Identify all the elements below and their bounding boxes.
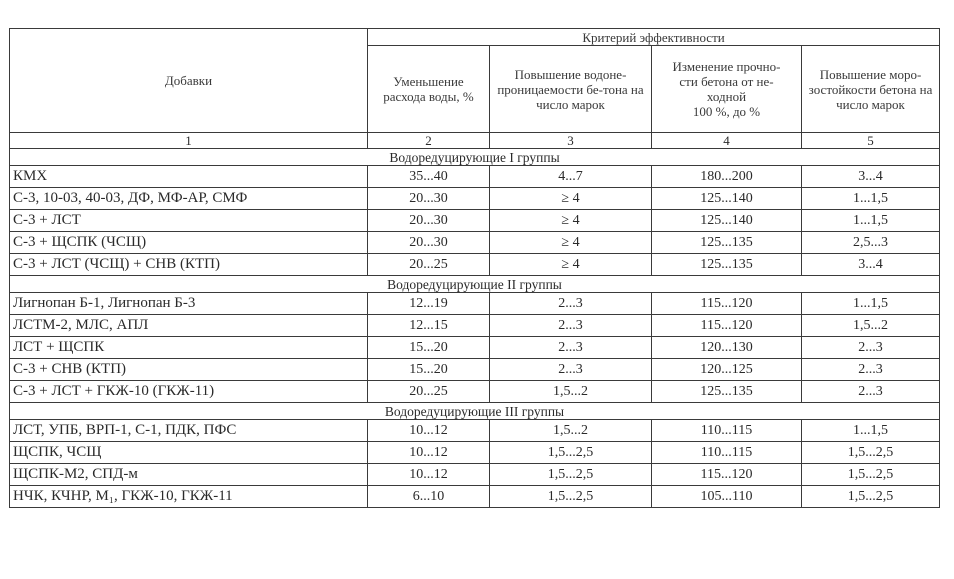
group-title: Водоредуцирующие II группы: [10, 276, 940, 293]
water-reduction-value: 12...15: [368, 315, 490, 337]
strength-value: 115...120: [652, 315, 802, 337]
additive-name: ЛСТ + ЩСПК: [10, 337, 368, 359]
water-reduction-value: 20...30: [368, 232, 490, 254]
header-additives: Добавки: [10, 29, 368, 133]
impermeability-value: 1,5...2: [490, 381, 652, 403]
additive-name: НЧК, КЧНР, М₁, ГКЖ-10, ГКЖ-11: [10, 486, 368, 508]
impermeability-value: ≥ 4: [490, 232, 652, 254]
strength-value: 125...135: [652, 381, 802, 403]
impermeability-value: 2...3: [490, 315, 652, 337]
frost-value: 3...4: [802, 166, 940, 188]
frost-value: 3...4: [802, 254, 940, 276]
strength-value: 120...125: [652, 359, 802, 381]
additive-name: Лигнопан Б-1, Лигнопан Б-3: [10, 293, 368, 315]
impermeability-value: ≥ 4: [490, 210, 652, 232]
frost-value: 1...1,5: [802, 293, 940, 315]
strength-value: 125...140: [652, 188, 802, 210]
additive-name: С-3 + ЩСПК (ЧСЩ): [10, 232, 368, 254]
strength-value: 115...120: [652, 293, 802, 315]
water-reduction-value: 20...30: [368, 210, 490, 232]
frost-value: 1,5...2,5: [802, 442, 940, 464]
strength-value: 110...115: [652, 420, 802, 442]
strength-value: 125...140: [652, 210, 802, 232]
additive-name: ЩСПК-М2, СПД-м: [10, 464, 368, 486]
water-reduction-value: 12...19: [368, 293, 490, 315]
impermeability-value: 4...7: [490, 166, 652, 188]
additive-name: КМХ: [10, 166, 368, 188]
group-title: Водоредуцирующие I группы: [10, 149, 940, 166]
frost-value: 1,5...2,5: [802, 486, 940, 508]
column-number: 4: [652, 133, 802, 149]
column-number: 3: [490, 133, 652, 149]
strength-value: 110...115: [652, 442, 802, 464]
header-strength-line3: ходной: [706, 89, 747, 104]
water-reduction-value: 10...12: [368, 442, 490, 464]
header-strength-line1: Изменение прочно-: [672, 59, 781, 74]
column-number: 5: [802, 133, 940, 149]
frost-value: 2...3: [802, 359, 940, 381]
frost-value: 1...1,5: [802, 210, 940, 232]
impermeability-value: 1,5...2: [490, 420, 652, 442]
column-number: 1: [10, 133, 368, 149]
impermeability-value: 2...3: [490, 359, 652, 381]
impermeability-value: ≥ 4: [490, 188, 652, 210]
strength-value: 125...135: [652, 254, 802, 276]
water-reduction-value: 15...20: [368, 359, 490, 381]
additive-name: С-3 + ЛСТ: [10, 210, 368, 232]
strength-value: 125...135: [652, 232, 802, 254]
frost-value: 2,5...3: [802, 232, 940, 254]
impermeability-value: 2...3: [490, 337, 652, 359]
water-reduction-value: 15...20: [368, 337, 490, 359]
impermeability-value: 1,5...2,5: [490, 464, 652, 486]
strength-value: 120...130: [652, 337, 802, 359]
water-reduction-value: 10...12: [368, 464, 490, 486]
header-strength-line4: 100 %, до %: [692, 104, 761, 119]
additive-name: С-3 + ЛСТ (ЧСЩ) + СНВ (КТП): [10, 254, 368, 276]
impermeability-value: 2...3: [490, 293, 652, 315]
impermeability-value: ≥ 4: [490, 254, 652, 276]
additive-name: С-3 + СНВ (КТП): [10, 359, 368, 381]
impermeability-value: 1,5...2,5: [490, 442, 652, 464]
water-reduction-value: 6...10: [368, 486, 490, 508]
header-strength-change: [652, 46, 802, 133]
impermeability-value: 1,5...2,5: [490, 486, 652, 508]
additive-name: ЛСТМ-2, МЛС, АПЛ: [10, 315, 368, 337]
column-number: 2: [368, 133, 490, 149]
frost-value: 2...3: [802, 381, 940, 403]
header-criteria: Критерий эффективности: [368, 29, 940, 46]
additive-name: С-3, 10-03, 40-03, ДФ, МФ-АР, СМФ: [10, 188, 368, 210]
water-reduction-value: 35...40: [368, 166, 490, 188]
frost-value: 1...1,5: [802, 188, 940, 210]
frost-value: 1...1,5: [802, 420, 940, 442]
water-reduction-value: 20...25: [368, 381, 490, 403]
additives-effectiveness-table: [9, 28, 940, 508]
strength-value: 115...120: [652, 464, 802, 486]
additive-name: ЩСПК, ЧСЩ: [10, 442, 368, 464]
strength-value: 105...110: [652, 486, 802, 508]
water-reduction-value: 10...12: [368, 420, 490, 442]
additive-name: С-3 + ЛСТ + ГКЖ-10 (ГКЖ-11): [10, 381, 368, 403]
header-strength-line2: сти бетона от не-: [679, 74, 774, 89]
header-water-impermeability: Повышение водоне-проницаемости бе-тона на число марок: [490, 46, 652, 133]
strength-value: 180...200: [652, 166, 802, 188]
frost-value: 2...3: [802, 337, 940, 359]
water-reduction-value: 20...30: [368, 188, 490, 210]
water-reduction-value: 20...25: [368, 254, 490, 276]
frost-value: 1,5...2,5: [802, 464, 940, 486]
frost-value: 1,5...2: [802, 315, 940, 337]
header-frost-resistance: Повышение моро-зостойкости бетона на число марок: [802, 46, 940, 133]
header-water-reduction: Уменьшение расхода воды, %: [368, 46, 490, 133]
group-title: Водоредуцирующие III группы: [10, 403, 940, 420]
additive-name: ЛСТ, УПБ, ВРП-1, С-1, ПДК, ПФС: [10, 420, 368, 442]
